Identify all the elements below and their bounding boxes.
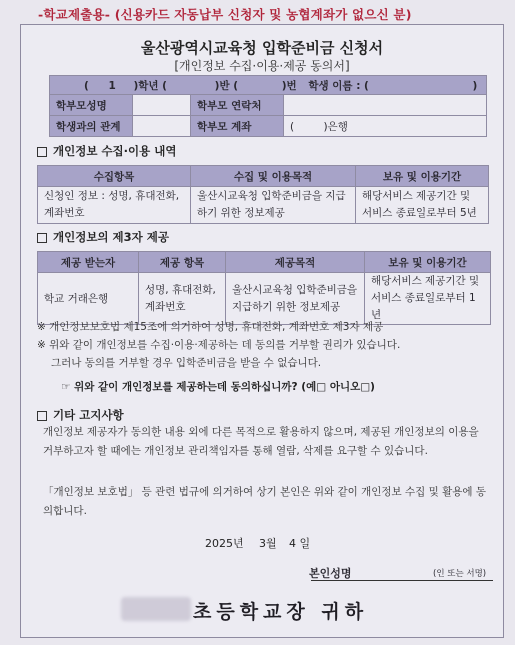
section2-heading: 개인정보의 제3자 제공 bbox=[37, 229, 169, 245]
guardian-name-field[interactable] bbox=[133, 95, 191, 116]
form-title: 울산광역시교육청 입학준비금 신청서 bbox=[140, 39, 384, 57]
col-header: 수집 및 이용목적 bbox=[191, 166, 356, 187]
table-cell: 해당서비스 제공기간 및 서비스 종료일로부터 5년 bbox=[356, 187, 489, 224]
relation-field[interactable] bbox=[133, 116, 191, 137]
notice-paragraph: 개인정보 제공자가 동의한 내용 외에 다른 목적으로 활용하지 않으며, 제공된 개인정보의 이용을 거부하고자 할 때에는 개인정보 관리책임자를 통해 열람, 삭제를 요구할 수 있습니다. bbox=[43, 426, 479, 457]
provision-table bbox=[37, 251, 491, 325]
form-subtitle: [개인정보 수집·이용·제공 동의서] bbox=[174, 59, 350, 73]
guardian-contact-field[interactable] bbox=[284, 95, 487, 116]
header-note: -학교제출용- (신용카드 자동납부 신청자 및 농협계좌가 없으신 분) bbox=[38, 7, 412, 22]
table-cell: 신청인 정보 : 성명, 휴대전화, 계좌번호 bbox=[38, 187, 191, 224]
grade-field[interactable]: 1 bbox=[108, 79, 116, 92]
section3-heading: 기타 고지사항 bbox=[37, 407, 124, 423]
date-year: 2025년 bbox=[205, 537, 244, 550]
student-row: ( 1 )학년 ( )반 ( )번 학생 이름 : ( ) bbox=[50, 76, 487, 95]
col-header: 수집항목 bbox=[38, 166, 191, 187]
account-field[interactable]: ( )은행 bbox=[284, 116, 487, 137]
col-header: 제공 항목 bbox=[139, 252, 226, 273]
table-cell: 울산시교육청 입학준비금을 지급하기 위한 정보제공 bbox=[226, 273, 365, 325]
section1-heading: 개인정보 수집·이용 내역 bbox=[37, 143, 176, 159]
col-header: 제공 받는자 bbox=[38, 252, 139, 273]
table-cell: 해당서비스 제공기간 및 서비스 종료일로부터 1년 bbox=[365, 273, 491, 325]
col-header: 보유 및 이용기간 bbox=[356, 166, 489, 187]
consent-paragraph: 「개인정보 보호법」 등 관련 법규에 의거하여 상기 본인은 위와 같이 개인정보 수집 및 활용에 동의합니다. bbox=[43, 486, 487, 517]
addressee: 초등학교장 귀하 bbox=[193, 601, 369, 623]
legal-note: ※ 개인정보보호법 제15조에 의거하여 성명, 휴대전화, 계좌번호 제3자 제공 bbox=[37, 321, 384, 333]
guardian-name-label: 학부모성명 bbox=[50, 95, 133, 116]
date-day: 4 일 bbox=[289, 537, 311, 550]
consent-question[interactable]: ☞ 위와 같이 개인정보를 제공하는데 동의하십니까? (예□ 아니오□) bbox=[61, 381, 375, 393]
refusal-note-cont: 그러나 동의를 거부할 경우 입학준비금을 받을 수 없습니다. bbox=[51, 357, 322, 369]
date-month: 3월 bbox=[259, 537, 277, 550]
checkbox-icon bbox=[37, 233, 47, 243]
collection-table bbox=[37, 165, 489, 224]
guardian-contact-label: 학부모 연락처 bbox=[191, 95, 284, 116]
refusal-note: ※ 위와 같이 개인정보를 수집·이용·제공하는 데 동의를 거부할 권리가 있습니다. bbox=[37, 339, 401, 351]
col-header: 제공목적 bbox=[226, 252, 365, 273]
relation-label: 학생과의 관계 bbox=[50, 116, 133, 137]
signature-line[interactable] bbox=[311, 580, 493, 581]
table-cell: 울산시교육청 입학준비금을 지급하기 위한 정보제공 bbox=[191, 187, 356, 224]
checkbox-icon bbox=[37, 147, 47, 157]
student-info-table bbox=[49, 75, 487, 137]
signature-label: 본인성명 bbox=[309, 567, 352, 580]
table-cell: 학교 거래은행 bbox=[38, 273, 139, 325]
account-label: 학부모 계좌 bbox=[191, 116, 284, 137]
redacted-school-name bbox=[121, 597, 191, 621]
col-header: 보유 및 이용기간 bbox=[365, 252, 491, 273]
signature-hint: (인 또는 서명) bbox=[433, 569, 487, 579]
checkbox-icon bbox=[37, 411, 47, 421]
table-cell: 성명, 휴대전화, 계좌번호 bbox=[139, 273, 226, 325]
application-form bbox=[20, 24, 504, 638]
